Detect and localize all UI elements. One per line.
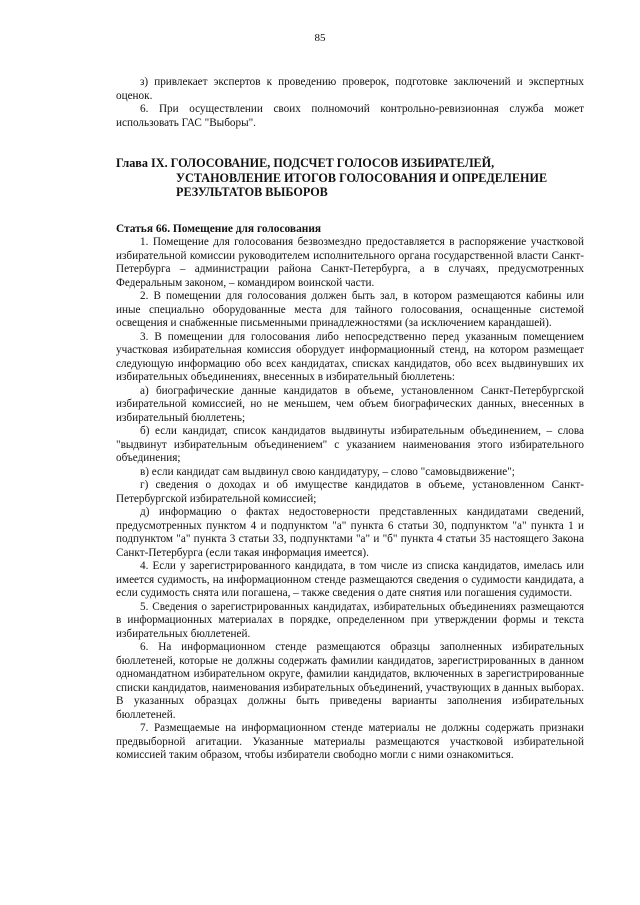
- list-item: б) если кандидат, список кандидатов выдвинуты избирательным объединением, – слова "выдвинут избирательным объединением" с указанием наименования этого избирательного объединения;: [116, 425, 584, 464]
- paragraph: 7. Размещаемые на информационном стенде материалы не должны содержать признаки предвыборной агитации. Указанные материалы размещаются участковой избирательной комиссией таким образом, чтобы избиратели свободно могли с ними ознакомиться.: [116, 722, 584, 761]
- paragraph: 6. На информационном стенде размещаются образцы заполненных избирательных бюллетеней, которые не должны содержать фамилии кандидатов, зарегистрированных в данном одномандатном избирательном округе, фамилии кандидатов, включенных в зарегистрированные списки кандидатов, наименования избирательных объединений, участвующих в данных выборах. В указанных образцах должны быть приведены варианты заполнения избирательных бюллетеней.: [116, 641, 584, 721]
- document-body: [116, 76, 584, 763]
- article-title: Статья 66. Помещение для голосования: [116, 222, 322, 235]
- list-item: в) если кандидат сам выдвинул свою кандидатуру, – слово "самовыдвижение";: [140, 465, 515, 478]
- paragraph: 1. Помещение для голосования безвозмездно предоставляется в распоряжение участковой избирательной комиссии руководителем исполнительного органа государственной власти Санкт-Петербурга – администрации района Санкт-Петербурга, а в случаях, предусмотренных Федеральным законом, – командиром воинской части.: [116, 236, 584, 289]
- list-item: д) информацию о фактах недостоверности представленных кандидатами сведений, предусмотренных пунктом 4 и подпунктом "а" пункта 6 статьи 30, подпунктом "а" пункта 1 и подпунктом "а" пункта 3 статьи 33, подпунктами "а" и "б" пункта 4 статьи 35 настоящего Закона Санкт-Петербурга (если такая информация имеется).: [116, 506, 584, 559]
- list-item: з) привлекает экспертов к проведению проверок, подготовке заключений и экспертных оценок.: [116, 76, 584, 102]
- list-item: а) биографические данные кандидатов в объеме, установленном Санкт-Петербургской избирательной комиссией, но не меньшем, чем объем биографических данных, внесенных в избирательный бюллетень;: [116, 384, 584, 424]
- paragraph: 3. В помещении для голосования либо непосредственно перед указанным помещением участковая избирательная комиссия оборудует информационный стенд, на котором размещает следующую информацию обо всех кандидатах, списках кандидатов, обо всех выдвинувших их избирательных объединениях, внесенных в избирательный бюллетень:: [116, 330, 584, 383]
- page-number: 85: [314, 32, 326, 44]
- list-item: 6. При осуществлении своих полномочий контрольно-ревизионная служба может использовать ГАС "Выборы".: [116, 103, 584, 129]
- list-item: г) сведения о доходах и об имуществе кандидатов в объеме, установленном Санкт-Петербургской избирательной комиссией;: [116, 479, 584, 505]
- paragraph: 5. Сведения о зарегистрированных кандидатах, избирательных объединениях размещаются в информационных материалах в порядке, определенном при утверждении формы и текста избирательных бюллетеней.: [116, 600, 584, 640]
- chapter-title: Глава IX. ГОЛОСОВАНИЕ, ПОДСЧЕТ ГОЛОСОВ ИЗБИРАТЕЛЕЙ, УСТАНОВЛЕНИЕ ИТОГОВ ГОЛОСОВАНИЯ И ОПРЕДЕЛЕНИЕ РЕЗУЛЬТАТОВ ВЫБОРОВ: [116, 156, 548, 199]
- paragraph: 2. В помещении для голосования должен быть зал, в котором размещаются кабины или иные специально оборудованные места для тайного голосования, оснащенные системой освещения и снабженные письменными принадлежностями (за исключением карандашей).: [116, 290, 584, 329]
- paragraph: 4. Если у зарегистрированного кандидата, в том числе из списка кандидатов, имелась или имеется судимость, на информационном стенде размещаются сведения о судимости кандидата, а если судимость снята или погашена, – также сведения о дате снятия или погашения судимости.: [116, 560, 584, 599]
